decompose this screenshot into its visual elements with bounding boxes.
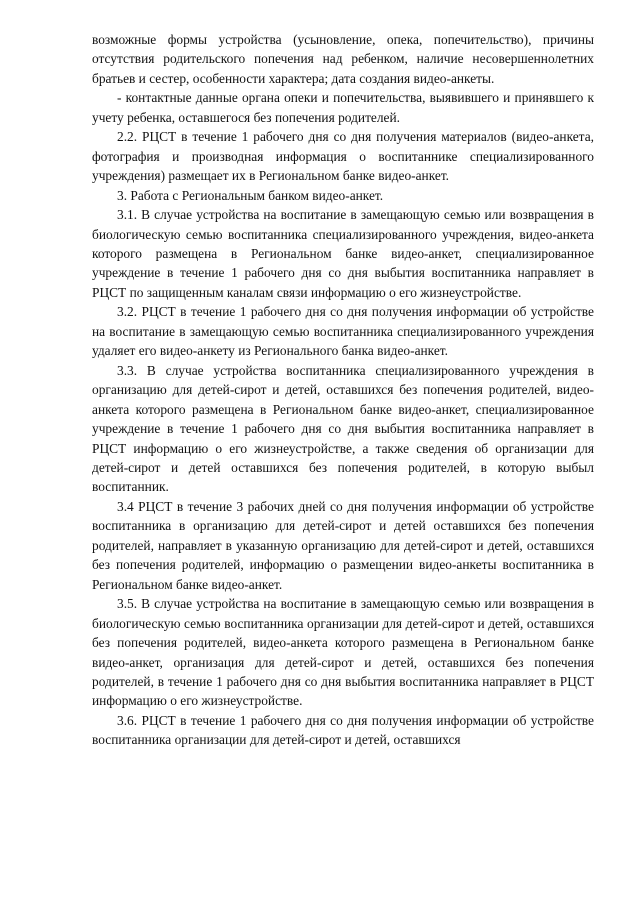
document-page bbox=[92, 30, 594, 750]
paragraph-3-3: 3.3. В случае устройства воспитанника специализированного учреждения в организацию для детей-сирот и детей, оставшихся без попечения родителей, видео-анкета которого размещена в Региональном банке видео-анкет, специализированное учреждение в течение 1 рабочего дня со дня выбытия воспитанника направляет в РЦСТ информацию о его жизнеустройстве, а также сведения об организации для детей-сирот и детей оставшихся без попечения родителей, в которую выбыл воспитанник. bbox=[92, 362, 594, 495]
paragraph-3-2: 3.2. РЦСТ в течение 1 рабочего дня со дня получения информации об устройстве на воспитание в замещающую семью воспитанника специализированного учреждения удаляет его видео-анкету из Регионального банка видео-анкет. bbox=[92, 304, 594, 359]
paragraph-placement-forms: возможные формы устройства (усыновление, опека, попечительство), причины отсутствия родительского попечения над ребенком, наличие несовершеннолетних братьев и сестер, особенности характера; дата создания видео-анкеты. bbox=[92, 32, 594, 86]
section-heading-3: 3. Работа с Региональным банком видео-анкет. bbox=[117, 187, 384, 203]
paragraph-3-4: 3.4 РЦСТ в течение 3 рабочих дней со дня получения информации об устройстве воспитанника в организацию для детей-сирот и детей оставшихся без попечения родителей, направляет в указанную организацию для детей-сирот и детей, оставшихся без попечения родителей, информацию о размещении видео-анкеты воспитанника в Региональном банке видео-анкет. bbox=[92, 498, 594, 592]
paragraph-3-6: 3.6. РЦСТ в течение 1 рабочего дня со дня получения информации об устройстве воспитанника организации для детей-сирот и детей, оставшихся bbox=[92, 712, 594, 748]
paragraph-3-1: 3.1. В случае устройства на воспитание в замещающую семью или возвращения в биологическую семью воспитанника специализированного учреждения, видео-анкета которого размещена в Региональном банке видео-анкет, специализированное учреждение в течение 1 рабочего дня со дня выбытия воспитанника направляет в РЦСТ по защищенным каналам связи информацию о его жизнеустройстве. bbox=[92, 207, 594, 300]
paragraph-2-2: 2.2. РЦСТ в течение 1 рабочего дня со дня получения материалов (видео-анкета, фотография и производная информация о воспитаннике специализированного учреждения) размещает их в Региональном банке видео-анкет. bbox=[92, 129, 594, 184]
paragraph-3-5: 3.5. В случае устройства на воспитание в замещающую семью или возвращения в биологическую семью воспитанника организации для детей-сирот и детей, оставшихся без попечения родителей, видео-анкета которого размещена в Региональном банке видео-анкет, организация для детей-сирот и детей, оставшихся без попечения родителей, в течение 1 рабочего дня со дня выбытия воспитанника направляет в РЦСТ информацию о его жизнеустройстве. bbox=[92, 596, 594, 709]
paragraph-guardianship-contacts: - контактные данные органа опеки и попечительства, выявившего и принявшего к учету ребенка, оставшегося без попечения родителей. bbox=[92, 90, 594, 125]
